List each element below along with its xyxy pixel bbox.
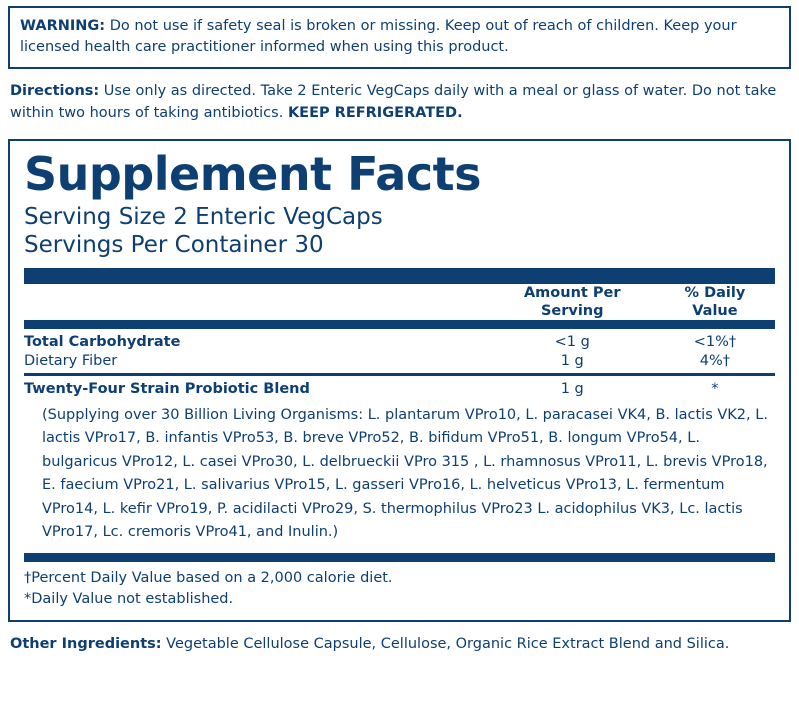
divider-medium-1 (24, 320, 775, 329)
row-name-probiotic-blend: Twenty-Four Strain Probiotic Blend (24, 380, 310, 397)
row-amount-probiotic-blend: 1 g (560, 380, 584, 397)
other-ingredients-label: Other Ingredients: (10, 635, 162, 652)
serving-size: Serving Size 2 Enteric VegCaps (24, 204, 383, 231)
divider-medium-2 (24, 553, 775, 562)
keep-refrigerated-text: KEEP REFRIGERATED. (287, 104, 463, 121)
footnotes (24, 562, 775, 610)
warning-box (8, 6, 791, 69)
warning-label: WARNING: (20, 18, 106, 34)
table-header-row (24, 284, 775, 320)
directions-label: Directions: (10, 83, 100, 100)
nutrient-rows-table (24, 329, 775, 373)
row-amount-total-carbohydrate: <1 g (554, 333, 590, 350)
row-dv-total-carbohydrate: <1%† (693, 333, 737, 350)
row-dv-probiotic-blend: * (711, 380, 719, 397)
header-amount-line1: Amount Per (523, 284, 621, 301)
supplement-label-page (0, 6, 799, 720)
table-row-probiotic-blend (24, 376, 775, 400)
footnote-not-established: *Daily Value not established. (24, 590, 234, 607)
nutrition-table (24, 284, 775, 320)
row-name-dietary-fiber: Dietary Fiber (24, 352, 118, 369)
table-row-total-carbohydrate (24, 329, 775, 353)
warning-text: Do not use if safety seal is broken or missing. Keep out of reach of children. Keep your licensed health care practitioner informed when using this product. (20, 18, 737, 56)
divider-thick-top (24, 268, 775, 284)
supplement-facts-panel (8, 139, 791, 622)
directions-text: Use only as directed. Take 2 Enteric VegCaps daily with a meal or glass of water. Do not take within two hours of taking antibiotics. (10, 83, 777, 121)
other-ingredients-section (10, 634, 789, 654)
header-amount-per-serving (490, 284, 655, 320)
probiotic-blend-table (24, 376, 775, 400)
probiotic-blend-description: (Supplying over 30 Billion Living Organisms: L. plantarum VPro10, L. paracasei VK4, B. lactis VK2, L. lactis VPro17, B. infantis VPro53, B. breve VPro52, B. bifidum VPro51, B. longum VPro54, L. bulgaricus VPro12, L. casei VPro30, L. delbrueckii VPro 315 , L. rhamnosus VPro11, L. brevis VPro18, E. faecium VPro21, L. salivarius VPro15, L. gasseri VPro16, L. helveticus VPro13, L. fermentum VPro14, L. kefir VPro19, P. acidilacti VPro29, S. thermophilus VPro23 L. acidophilus VK3, Lc. lactis VPro17, Lc. cremoris VPro41, and Inulin.) (42, 406, 768, 541)
row-name-total-carbohydrate: Total Carbohydrate (24, 333, 181, 350)
header-daily-value (655, 284, 775, 320)
table-row-dietary-fiber (24, 353, 775, 373)
supplement-facts-title: Supplement Facts (24, 146, 481, 201)
footnote-daily-value: †Percent Daily Value based on a 2,000 calorie diet. (24, 569, 393, 586)
row-amount-dietary-fiber: 1 g (560, 352, 584, 369)
serving-info (24, 203, 775, 259)
header-amount-line2: Serving (540, 302, 604, 319)
other-ingredients-text: Vegetable Cellulose Capsule, Cellulose, Organic Rice Extract Blend and Silica. (161, 635, 730, 652)
header-dv-line2: Value (692, 302, 738, 319)
header-dv-line1: % Daily (684, 284, 746, 301)
servings-per-container: Servings Per Container 30 (24, 232, 324, 259)
directions-section (10, 81, 789, 125)
header-blank (24, 284, 490, 320)
row-dv-dietary-fiber: 4%† (699, 352, 731, 369)
